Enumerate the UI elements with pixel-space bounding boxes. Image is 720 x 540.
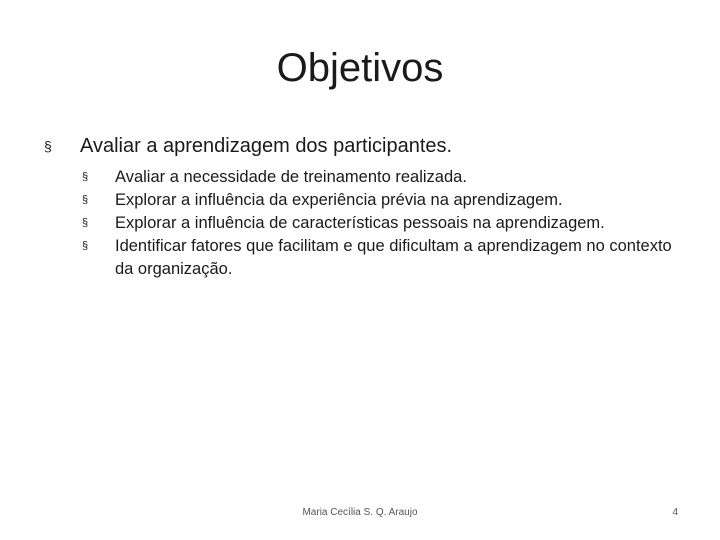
sub-bullet-text: Avaliar a necessidade de treinamento realizada.: [115, 168, 467, 186]
slide-title: Objetivos: [276, 46, 444, 90]
sub-bullet-item: [82, 212, 682, 235]
sub-bullet-list: [82, 166, 682, 281]
bullet-marker: §: [44, 138, 52, 154]
sub-bullet-text: Explorar a influência de características pessoais na aprendizagem.: [115, 214, 605, 232]
footer-author: Maria Cecília S. Q. Araujo: [302, 507, 418, 518]
main-bullet: [44, 132, 684, 160]
sub-bullet-text: Explorar a influência da experiência prévia na aprendizagem.: [115, 191, 563, 209]
bullet-marker: §: [82, 171, 89, 183]
main-bullet-text: Avaliar a aprendizagem dos participantes.: [80, 135, 453, 157]
sub-bullet-item: [82, 189, 682, 212]
sub-bullet-item: [82, 235, 682, 281]
sub-bullet-text: Identificar fatores que facilitam e que dificultam a aprendizagem no contexto da organização.: [115, 237, 672, 278]
page-number: 4: [672, 507, 678, 518]
bullet-marker: §: [82, 240, 89, 252]
bullet-marker: §: [82, 194, 89, 206]
bullet-marker: §: [82, 217, 89, 229]
sub-bullet-item: [82, 166, 682, 189]
